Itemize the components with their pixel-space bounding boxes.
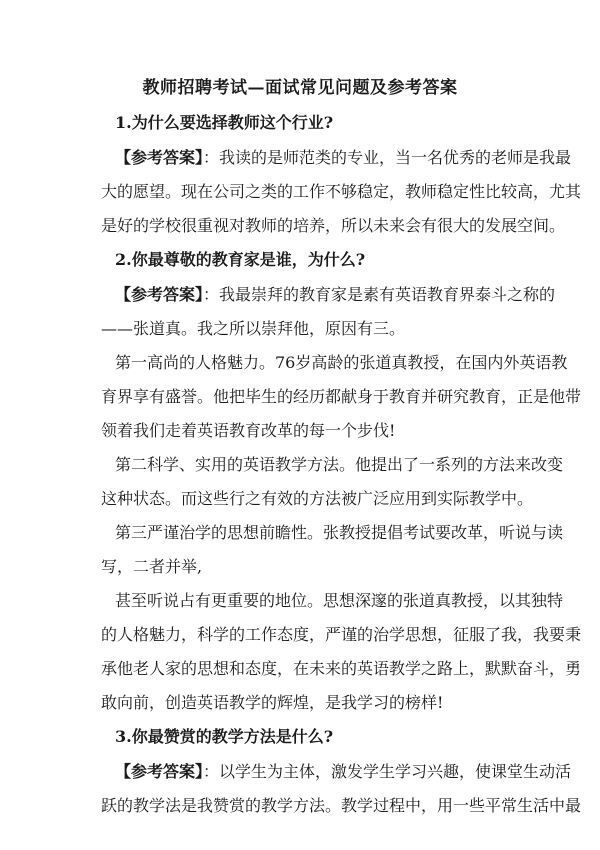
page-title: 教师招聘考试—面试常见问题及参考答案 <box>142 78 458 98</box>
q3-answer-line-2: 跃的教学法是我赞赏的教学方法。教学过程中，用一些平常生活中最 <box>101 796 582 815</box>
q1-answer-line-2: 大的愿望。现在公司之类的工作不够稳定，教师稳定性比较高，尤其 <box>101 182 582 201</box>
q2-answer-line-6: 第二科学、实用的英语教学方法。他提出了一系列的方法来改变 <box>115 455 564 474</box>
answer-tag: 【参考答案】 <box>115 762 204 781</box>
q1-answer-line-1: 【参考答案】：我读的是师范类的专业，当一名优秀的老师是我最 <box>115 148 572 167</box>
q2-answer-line-11: 的人格魅力，科学的工作态度，严谨的治学思想，征服了我，我要秉 <box>101 625 582 644</box>
q2-answer-line-7: 这种状态。而这些行之有效的方法被广泛应用到实际教学中。 <box>101 489 534 508</box>
q3-answer-line-1: 【参考答案】：以学生为主体，激发学生学习兴趣，使课堂生动活 <box>115 762 572 781</box>
q2-answer-line-3: 第一高尚的人格魅力。76岁高龄的张道真教授，在国内外英语教 <box>115 353 568 372</box>
answer-tag: 【参考答案】 <box>115 285 204 304</box>
q2-answer-line-8: 第三严谨治学的思想前瞻性。张教授提倡考试要改革，听说与读 <box>115 523 564 542</box>
question-2: 2.你最尊敬的教育家是谁，为什么? <box>115 250 366 269</box>
question-3: 3.你最赞赏的教学方法是什么? <box>115 727 334 746</box>
q2-answer-line-2: ——张道真。我之所以崇拜他，原因有三。 <box>101 319 406 338</box>
q2-answer-line-1: 【参考答案】：我最崇拜的教育家是素有英语教育界泰斗之称的 <box>115 285 556 304</box>
answer-tag: 【参考答案】 <box>115 148 204 167</box>
q2-answer-line-13: 敢向前，创造英语教学的辉煌，是我学习的榜样! <box>101 693 444 712</box>
q2-answer-line-10: 甚至听说占有更重要的地位。思想深邃的张道真教授，以其独特 <box>115 591 564 610</box>
q2-answer-line-4: 育界享有盛誉。他把毕生的经历都献身于教育并研究教育，正是他带 <box>101 387 582 406</box>
question-1: 1.为什么要选择教师这个行业? <box>115 113 334 132</box>
q2-answer-line-12: 承他老人家的思想和态度，在未来的英语教学之路上，默默奋斗，勇 <box>101 659 582 678</box>
q2-answer-line-5: 领着我们走着英语教育改革的每一个步伐! <box>101 421 396 440</box>
q1-answer-line-3: 是好的学校很重视对教师的培养，所以未来会有很大的发展空间。 <box>101 216 566 235</box>
q2-answer-line-9: 写，二者并举, <box>101 557 203 576</box>
